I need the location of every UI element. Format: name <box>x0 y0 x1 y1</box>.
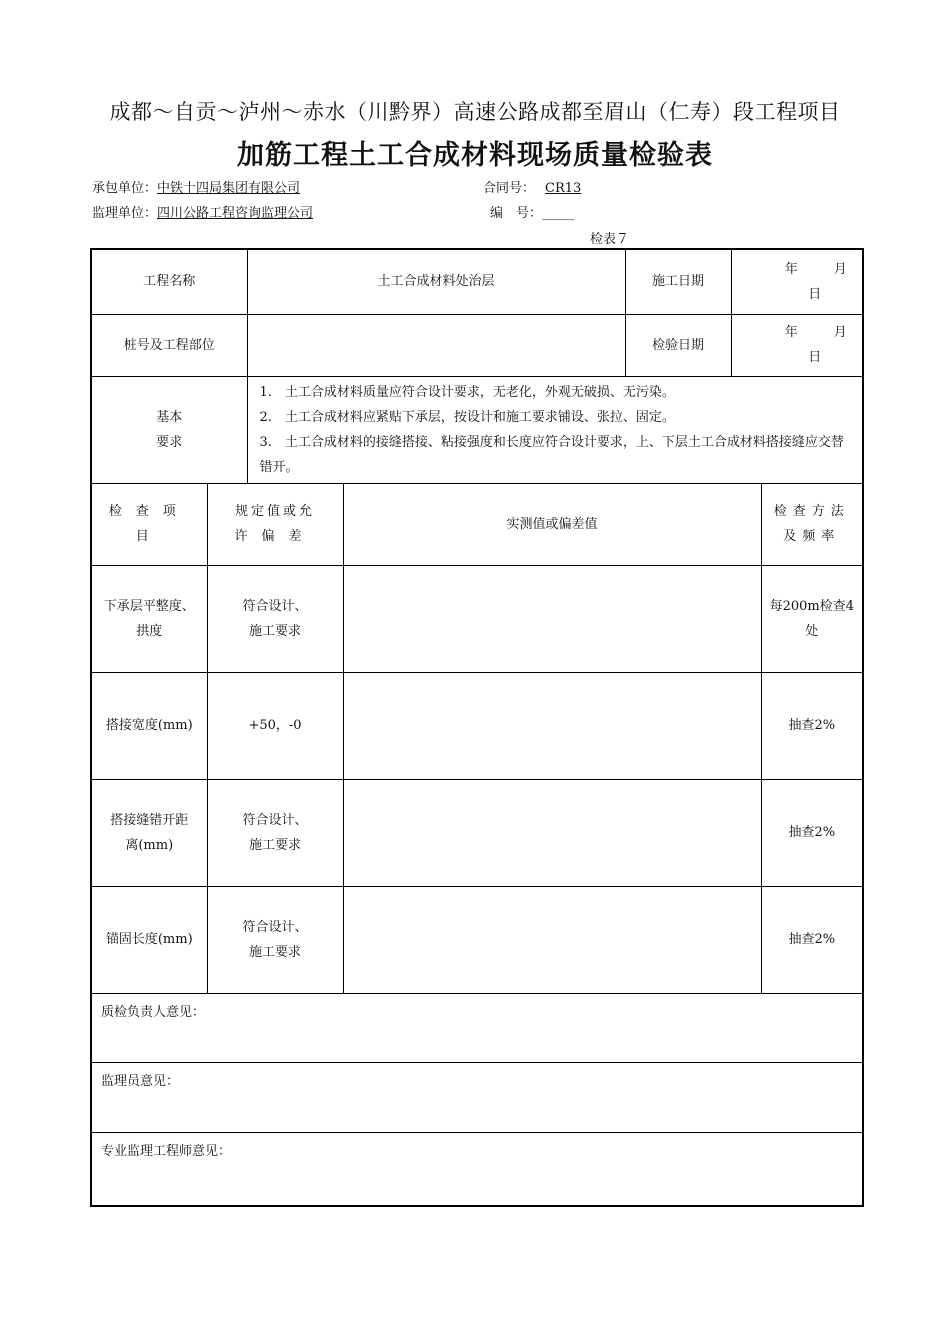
check-spec: 符合设计、 施工要求 <box>207 565 343 672</box>
contractor-line <box>92 177 300 196</box>
project-title: 成都～自贡～泸州～赤水（川黔界）高速公路成都至眉山（仁寿）段工程项目 <box>109 100 841 124</box>
number-value: _____ <box>542 206 575 221</box>
supervisor-label: 监理单位： <box>92 206 158 221</box>
project-name-label: 工程名称 <box>91 249 247 314</box>
col-measured-header: 实测值或偏差值 <box>343 483 761 565</box>
col-method-header: 检查方法及频率 <box>761 483 863 565</box>
requirements-label: 基本 要求 <box>91 376 247 483</box>
qc-opinion-row <box>91 993 863 1062</box>
supervisor-line <box>92 202 313 221</box>
engineer-opinion-row <box>91 1132 863 1206</box>
requirement-item: 3. 土工合成材料的接缝搭接、粘接强度和长度应符合设计要求，上、下层土工合成材料搭接缝应交替错开。 <box>259 434 844 475</box>
contractor-label: 承包单位： <box>92 181 158 196</box>
engineer-opinion-label: 专业监理工程师意见： <box>91 1132 863 1206</box>
check-method: 抽查2% <box>761 886 863 993</box>
form-title: 加筋工程土工合成材料现场质量检验表 <box>237 140 713 171</box>
contract-label: 合同号： <box>483 181 536 196</box>
station-value <box>247 314 625 376</box>
contractor-value: 中铁十四局集团有限公司 <box>157 181 301 196</box>
project-name-value: 土工合成材料处治层 <box>247 249 625 314</box>
check-method: 抽查2% <box>761 672 863 779</box>
table-row <box>91 886 863 993</box>
form-code: 检表７ <box>590 232 630 247</box>
supervisor-value: 四川公路工程咨询监理公司 <box>157 206 314 221</box>
qc-opinion-label: 质检负责人意见： <box>91 993 863 1062</box>
check-spec: +50，-0 <box>207 672 343 779</box>
check-header-row <box>91 483 863 565</box>
inspection-date-value: 年 月日 <box>731 314 863 376</box>
inspection-date-label: 检验日期 <box>625 314 731 376</box>
check-item: 搭接缝错开距 离(mm) <box>91 779 207 886</box>
col-spec-header: 规定值或允 许偏差 <box>207 483 343 565</box>
inspection-form <box>90 248 864 1207</box>
table-row <box>91 672 863 779</box>
check-item: 搭接宽度(mm) <box>91 672 207 779</box>
check-measured <box>343 779 761 886</box>
check-spec: 符合设计、 施工要求 <box>207 779 343 886</box>
check-spec: 符合设计、 施工要求 <box>207 886 343 993</box>
requirements-row <box>91 376 863 483</box>
number-line <box>490 202 575 221</box>
project-name-row <box>91 249 863 314</box>
requirements-content <box>247 376 863 483</box>
station-label: 桩号及工程部位 <box>91 314 247 376</box>
check-item: 锚固长度(mm) <box>91 886 207 993</box>
contract-value: CR13 <box>545 181 582 196</box>
requirement-item: 2. 土工合成材料应紧贴下承层，按设计和施工要求铺设、张拉、固定。 <box>259 409 675 425</box>
check-measured <box>343 565 761 672</box>
number-label: 编 号： <box>490 206 543 221</box>
check-item: 下承层平整度、 拱度 <box>91 565 207 672</box>
table-row <box>91 565 863 672</box>
table-row <box>91 779 863 886</box>
check-method: 每200m检查4处 <box>761 565 863 672</box>
station-row <box>91 314 863 376</box>
check-measured <box>343 672 761 779</box>
contract-line <box>483 177 585 196</box>
check-method: 抽查2% <box>761 779 863 886</box>
supervisor-opinion-row <box>91 1062 863 1132</box>
check-measured <box>343 886 761 993</box>
construction-date-label: 施工日期 <box>625 249 731 314</box>
construction-date-value: 年 月日 <box>731 249 863 314</box>
col-item-header: 检查项目 <box>91 483 207 565</box>
requirement-item: 1. 土工合成材料质量应符合设计要求，无老化，外观无破损、无污染。 <box>259 384 675 400</box>
supervisor-opinion-label: 监理员意见： <box>91 1062 863 1132</box>
